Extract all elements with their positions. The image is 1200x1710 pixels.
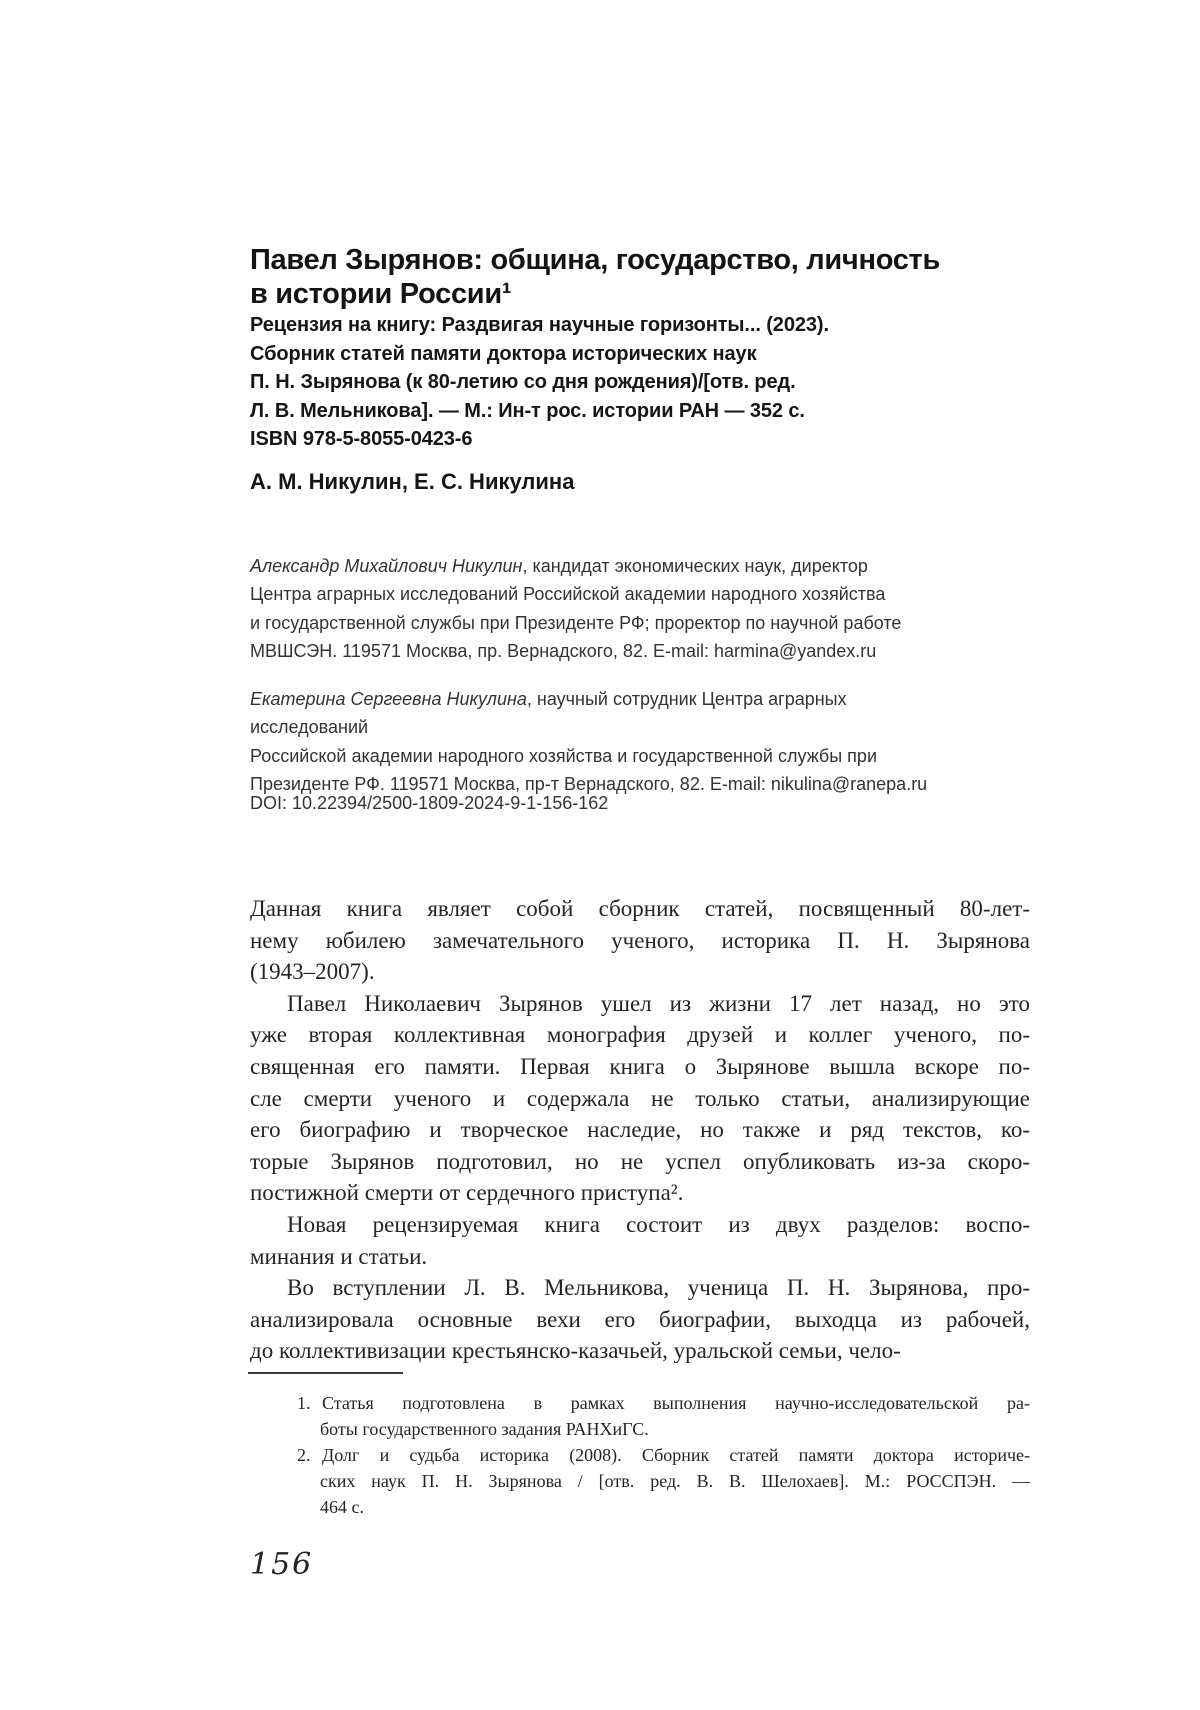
body-line: минания и статьи. — [250, 1243, 428, 1269]
article-title-line-2: в истории России¹ — [250, 278, 512, 310]
footnote-2-line: 464 с. — [320, 1497, 364, 1517]
body-line: Данная книга являет собой сборник статей, посвященный 80-лет- — [250, 896, 1030, 921]
footnote-2-number: 2. — [297, 1445, 311, 1465]
body-line: торые Зырянов подготовил, но не успел опубликовать из-за скоро- — [250, 1148, 1030, 1174]
body-line: Во вступлении Л. В. Мельникова, ученица П. Н. Зырянова, про- — [287, 1275, 1030, 1301]
footnote-1-number: 1. — [297, 1393, 311, 1413]
affiliation-nikulina — [250, 685, 950, 799]
author-name-italic: Екатерина Сергеевна Никулина — [250, 689, 527, 709]
footnotes — [250, 1390, 1030, 1520]
article-body — [250, 893, 1030, 1367]
review-reference — [250, 311, 1030, 454]
article-title — [250, 243, 1030, 311]
review-reference-line: Сборник статей памяти доктора исторических наук — [250, 342, 757, 365]
body-line: постижной смерти от сердечного приступа². — [250, 1180, 684, 1206]
footnote-2-line: ских наук П. Н. Зырянова / [отв. ред. В. В. Шелохаев]. М.: РОССПЭН. — — [320, 1471, 1030, 1491]
author-name-italic: Александр Михайлович Никулин — [250, 556, 523, 576]
body-line: до коллективизации крестьянско-казачьей, уральской семьи, чело- — [250, 1338, 901, 1364]
body-line: нему юбилею замечательного ученого, историка П. Н. Зырянова — [250, 927, 1030, 953]
body-line: Новая рецензируемая книга состоит из двух разделов: воспо- — [287, 1211, 1030, 1237]
body-line: (1943–2007). — [250, 959, 375, 985]
footnote-separator — [248, 1372, 403, 1374]
author-role: , кандидат экономических наук, директор — [522, 556, 868, 576]
page-number: 156 — [250, 1547, 314, 1582]
footnote-1-text: Статья подготовлена в рамках выполнения научно-исследовательской ра- — [322, 1393, 1030, 1413]
review-reference-isbn: ISBN 978-5-8055-0423-6 — [250, 428, 473, 451]
affiliation-nikulin — [250, 552, 950, 666]
author-role: , научный сотрудник Центра аграрных исследований — [250, 689, 847, 738]
body-line: его биографию и творческое наследие, но также и ряд текстов, ко- — [250, 1117, 1030, 1143]
affiliation-line: Российской академии народного хозяйства и государственной службы при — [250, 745, 877, 766]
affiliation-line-email: Президенте РФ. 119571 Москва, пр-т Вернадского, 82. E-mail: nikulina@ranepa.ru — [250, 774, 928, 795]
body-line: уже вторая коллективная монография друзей и коллег ученого, по- — [250, 1022, 1030, 1048]
review-reference-line: Л. В. Мельникова]. — М.: Ин-т рос. истории РАН — 352 с. — [250, 399, 805, 422]
footnote-2-text: Долг и судьба историка (2008). Сборник статей памяти доктора историче- — [322, 1445, 1030, 1465]
authors-line: А. М. Никулин, Е. С. Никулина — [250, 469, 575, 494]
affiliation-line-email: МВШСЭН. 119571 Москва, пр. Вернадского, 82. E-mail: harmina@yandex.ru — [250, 641, 877, 662]
affiliation-line: и государственной службы при Президенте РФ; проректор по научной работе — [250, 612, 902, 633]
review-reference-line: Рецензия на книгу: Раздвигая научные горизонты... (2023). — [250, 314, 829, 336]
affiliation-line — [250, 552, 950, 580]
footnote-1-line: боты государственного задания РАНХиГС. — [320, 1419, 649, 1439]
affiliation-line: Центра аграрных исследований Российской академии народного хозяйства — [250, 584, 886, 605]
review-reference-line: П. Н. Зырянова (к 80-летию со дня рождения)/[отв. ред. — [250, 371, 796, 394]
article-title-line-1: Павел Зырянов: община, государство, личность — [250, 244, 940, 276]
footnote-2-line — [250, 1442, 1030, 1468]
doi-line: DOI: 10.22394/2500-1809-2024-9-1-156-162 — [250, 793, 609, 813]
affiliation-line — [250, 685, 950, 742]
body-line: сле смерти ученого и содержала не только статьи, анализирующие — [250, 1085, 1030, 1111]
body-line: священная его памяти. Первая книга о Зырянове вышла вскоре по- — [250, 1053, 1030, 1079]
body-line: анализировала основные вехи его биографии, выходца из рабочей, — [250, 1306, 1030, 1332]
footnote-1-line — [250, 1390, 1030, 1416]
body-line: Павел Николаевич Зырянов ушел из жизни 17 лет назад, но это — [287, 990, 1030, 1016]
